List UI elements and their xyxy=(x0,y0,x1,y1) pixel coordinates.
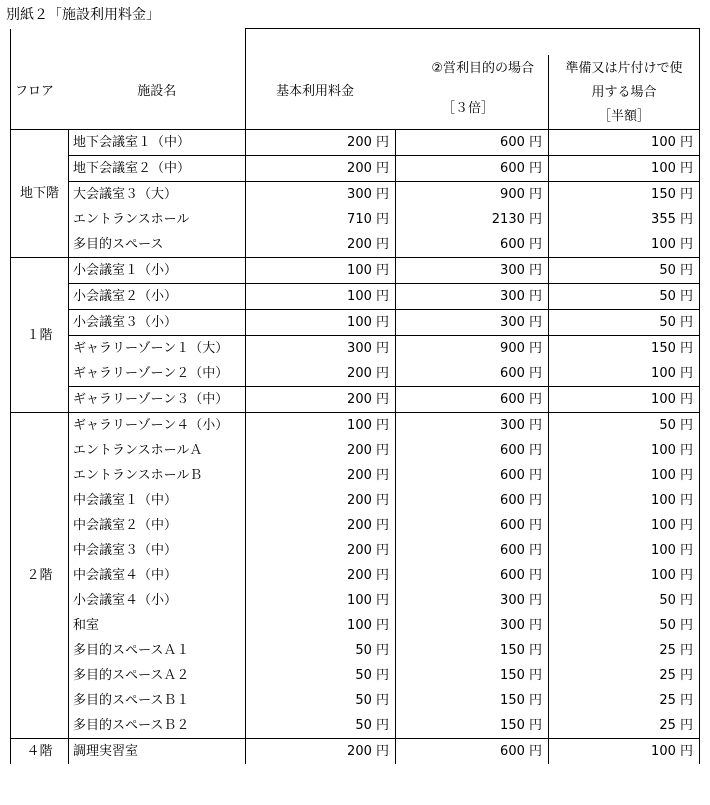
commercial-fee: 600 円 xyxy=(396,513,549,538)
table-row xyxy=(11,232,700,258)
facility-name: ギャラリーゾーン４（小） xyxy=(69,413,246,439)
basic-fee: 100 円 xyxy=(246,310,396,336)
table-row xyxy=(11,387,700,413)
table-row xyxy=(11,361,700,387)
facility-name: ギャラリーゾーン２（中） xyxy=(69,361,246,387)
basic-fee: 200 円 xyxy=(246,463,396,488)
commercial-fee: 600 円 xyxy=(396,463,549,488)
commercial-fee: 300 円 xyxy=(396,258,549,284)
prep-fee: 100 円 xyxy=(549,156,700,182)
table-row xyxy=(11,739,700,765)
fee-table xyxy=(10,28,700,764)
facility-name: エントランスホール xyxy=(69,207,246,232)
basic-fee: 200 円 xyxy=(246,361,396,387)
basic-fee: 50 円 xyxy=(246,688,396,713)
table-row xyxy=(11,182,700,208)
facility-name: ギャラリーゾーン１（大） xyxy=(69,336,246,362)
basic-fee: 200 円 xyxy=(246,513,396,538)
facility-name: 中会議室３（中） xyxy=(69,538,246,563)
prep-fee: 100 円 xyxy=(549,488,700,513)
commercial-fee: 600 円 xyxy=(396,538,549,563)
table-row xyxy=(11,688,700,713)
basic-fee: 100 円 xyxy=(246,588,396,613)
prep-fee: 100 円 xyxy=(549,232,700,258)
header-facility: 施設名 xyxy=(137,84,177,99)
basic-fee: 50 円 xyxy=(246,638,396,663)
commercial-fee: 150 円 xyxy=(396,713,549,739)
prep-fee: 25 円 xyxy=(549,663,700,688)
basic-fee: 100 円 xyxy=(246,284,396,310)
header-commercial-line1: ②営利目的の場合 xyxy=(431,61,534,76)
table-row xyxy=(11,513,700,538)
header-commercial xyxy=(396,55,549,130)
facility-name: 調理実習室 xyxy=(69,739,246,765)
basic-fee: 300 円 xyxy=(246,336,396,362)
prep-fee: 50 円 xyxy=(549,258,700,284)
facility-name: 多目的スペースＢ２ xyxy=(69,713,246,739)
table-row xyxy=(11,713,700,739)
commercial-fee: 300 円 xyxy=(396,588,549,613)
prep-fee: 100 円 xyxy=(549,463,700,488)
basic-fee: 200 円 xyxy=(246,538,396,563)
table-row xyxy=(11,463,700,488)
commercial-fee: 600 円 xyxy=(396,156,549,182)
basic-fee: 50 円 xyxy=(246,713,396,739)
table-row xyxy=(11,438,700,463)
header-prep-line3: ［半額］ xyxy=(597,109,650,124)
commercial-fee: 600 円 xyxy=(396,438,549,463)
table-row xyxy=(11,310,700,336)
facility-name: 多目的スペースＢ１ xyxy=(69,688,246,713)
commercial-fee: 900 円 xyxy=(396,336,549,362)
basic-fee: 200 円 xyxy=(246,156,396,182)
facility-name: エントランスホールＡ xyxy=(69,438,246,463)
commercial-fee: 600 円 xyxy=(396,232,549,258)
prep-fee: 25 円 xyxy=(549,713,700,739)
basic-fee: 100 円 xyxy=(246,413,396,439)
prep-fee: 100 円 xyxy=(549,563,700,588)
facility-name: 中会議室４（中） xyxy=(69,563,246,588)
facility-name: 和室 xyxy=(69,613,246,638)
table-row xyxy=(11,588,700,613)
prep-fee: 355 円 xyxy=(549,207,700,232)
prep-fee: 50 円 xyxy=(549,310,700,336)
facility-name: 多目的スペースＡ１ xyxy=(69,638,246,663)
prep-fee: 150 円 xyxy=(549,336,700,362)
header-spacer-row xyxy=(11,29,700,56)
commercial-fee: 600 円 xyxy=(396,563,549,588)
header-prep xyxy=(549,55,700,130)
table-row xyxy=(11,488,700,513)
prep-fee: 50 円 xyxy=(549,613,700,638)
prep-fee: 100 円 xyxy=(549,130,700,156)
commercial-fee: 150 円 xyxy=(396,688,549,713)
table-row xyxy=(11,130,700,156)
header-floor: フロア xyxy=(11,55,69,130)
facility-name: 地下会議室１（中） xyxy=(69,130,246,156)
prep-fee: 100 円 xyxy=(549,538,700,563)
facility-name: 中会議室２（中） xyxy=(69,513,246,538)
header-prep-line1: 準備又は片付けで使 xyxy=(565,61,683,76)
header-prep-line2: 用する場合 xyxy=(591,85,657,100)
commercial-fee: 600 円 xyxy=(396,387,549,413)
commercial-fee: 600 円 xyxy=(396,130,549,156)
table-row xyxy=(11,156,700,182)
table-row xyxy=(11,538,700,563)
facility-name: ギャラリーゾーン３（中） xyxy=(69,387,246,413)
prep-fee: 100 円 xyxy=(549,387,700,413)
basic-fee: 100 円 xyxy=(246,258,396,284)
basic-fee: 710 円 xyxy=(246,207,396,232)
page-title: 別紙２「施設利用料金」 xyxy=(6,7,160,23)
header-row xyxy=(11,55,700,130)
basic-fee: 200 円 xyxy=(246,488,396,513)
prep-fee: 50 円 xyxy=(549,284,700,310)
table-row xyxy=(11,638,700,663)
facility-name: 大会議室３（大） xyxy=(69,182,246,208)
facility-name: 小会議室３（小） xyxy=(69,310,246,336)
floor-label: 地下階 xyxy=(11,130,69,258)
commercial-fee: 900 円 xyxy=(396,182,549,208)
table-row xyxy=(11,207,700,232)
commercial-fee: 600 円 xyxy=(396,488,549,513)
facility-name: 多目的スペースＡ２ xyxy=(69,663,246,688)
basic-fee: 200 円 xyxy=(246,739,396,765)
facility-name: 小会議室４（小） xyxy=(69,588,246,613)
prep-fee: 25 円 xyxy=(549,638,700,663)
table-row xyxy=(11,258,700,284)
commercial-fee: 600 円 xyxy=(396,361,549,387)
basic-fee: 300 円 xyxy=(246,182,396,208)
prep-fee: 50 円 xyxy=(549,413,700,439)
facility-name: 地下会議室２（中） xyxy=(69,156,246,182)
commercial-fee: 300 円 xyxy=(396,284,549,310)
table-row xyxy=(11,613,700,638)
basic-fee: 200 円 xyxy=(246,130,396,156)
table-row xyxy=(11,336,700,362)
basic-fee: 200 円 xyxy=(246,563,396,588)
commercial-fee: 300 円 xyxy=(396,310,549,336)
prep-fee: 150 円 xyxy=(549,182,700,208)
prep-fee: 25 円 xyxy=(549,688,700,713)
basic-fee: 50 円 xyxy=(246,663,396,688)
table-row xyxy=(11,284,700,310)
commercial-fee: 300 円 xyxy=(396,613,549,638)
commercial-fee: 150 円 xyxy=(396,638,549,663)
facility-name: 小会議室１（小） xyxy=(69,258,246,284)
facility-name: 多目的スペース xyxy=(69,232,246,258)
table-row xyxy=(11,563,700,588)
commercial-fee: 150 円 xyxy=(396,663,549,688)
commercial-fee: 300 円 xyxy=(396,413,549,439)
basic-fee: 100 円 xyxy=(246,613,396,638)
floor-label: １階 xyxy=(11,258,69,413)
facility-name: 中会議室１（中） xyxy=(69,488,246,513)
table-row xyxy=(11,663,700,688)
prep-fee: 100 円 xyxy=(549,513,700,538)
prep-fee: 100 円 xyxy=(549,438,700,463)
basic-fee: 200 円 xyxy=(246,438,396,463)
facility-name: 小会議室２（小） xyxy=(69,284,246,310)
basic-fee: 200 円 xyxy=(246,232,396,258)
facility-name: エントランスホールＢ xyxy=(69,463,246,488)
floor-label: ４階 xyxy=(11,739,69,765)
prep-fee: 100 円 xyxy=(549,361,700,387)
table-row xyxy=(11,413,700,439)
header-basic: 基本利用料金 xyxy=(246,55,396,130)
basic-fee: 200 円 xyxy=(246,387,396,413)
commercial-fee: 2130 円 xyxy=(396,207,549,232)
header-commercial-line2: ［３倍］ xyxy=(441,101,494,116)
prep-fee: 100 円 xyxy=(549,739,700,765)
floor-label: ２階 xyxy=(11,413,69,739)
commercial-fee: 600 円 xyxy=(396,739,549,765)
prep-fee: 50 円 xyxy=(549,588,700,613)
